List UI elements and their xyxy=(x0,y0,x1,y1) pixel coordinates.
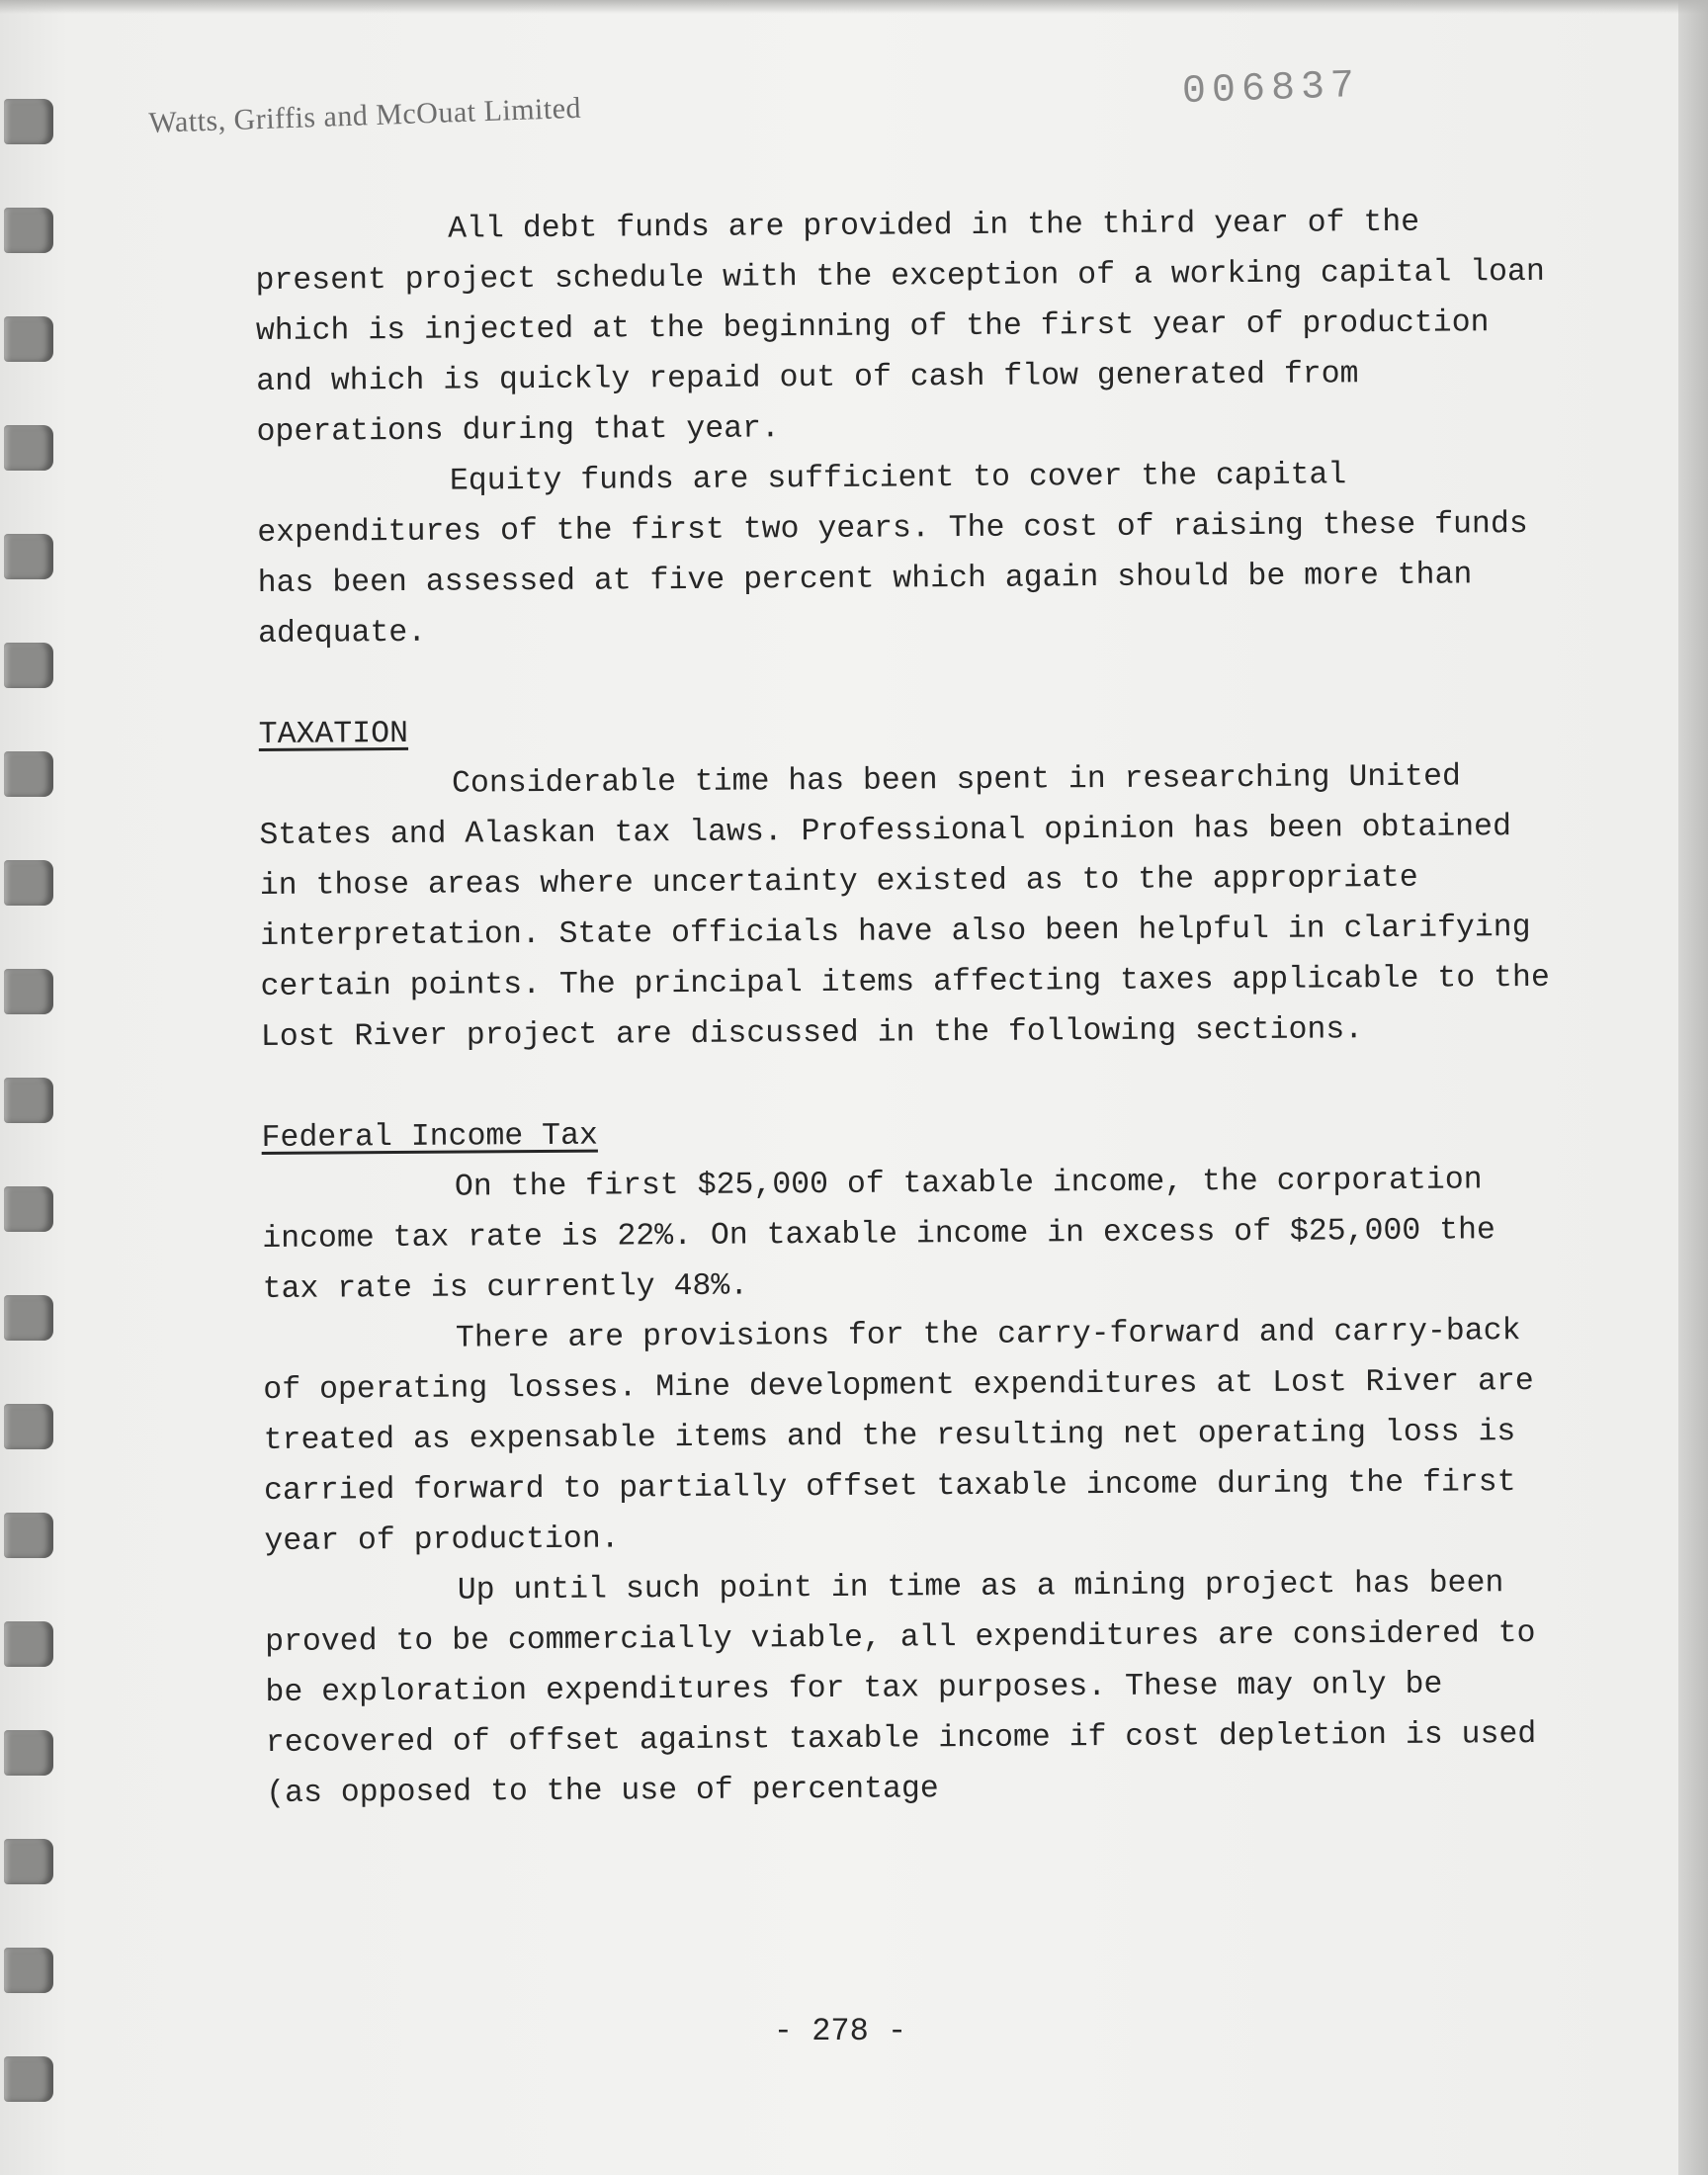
spiral-binding xyxy=(0,99,69,2135)
paragraph-debt-funds: All debt funds are provided in the third year of the present project schedule with the exception of a working capital loan which is injected at the beginning of the first year of production and which is quickly repaid out of cash flow generated from operations during that year. xyxy=(255,205,1545,450)
company-letterhead: Watts, Griffis and McOuat Limited xyxy=(148,91,582,139)
binding-hole xyxy=(4,1078,53,1123)
binding-hole xyxy=(4,860,53,906)
binding-hole xyxy=(4,1730,53,1776)
paragraph-exploration-expenditures: Up until such point in time as a mining project has been proved to be commercially viable, all expenditures are considered to be exploration expenditures for tax purposes. These may only be recovered of offset against taxable income if cost depletion is used (as opposed to the use of percentage xyxy=(265,1566,1537,1811)
body-text xyxy=(255,197,1561,1819)
page-edge-shadow xyxy=(1678,0,1708,2175)
binding-hole xyxy=(4,751,53,797)
binding-hole xyxy=(4,1513,53,1558)
paragraph-operating-losses: There are provisions for the carry-forward and carry-back of operating losses. Mine development expenditures at Lost River are treated as expensable items and the resulting net operating loss is carried forward to partially offset taxable income during the first year of production. xyxy=(263,1314,1534,1559)
binding-hole xyxy=(4,534,53,579)
binding-hole xyxy=(4,1839,53,1884)
binding-hole xyxy=(4,1621,53,1667)
binding-hole xyxy=(4,1948,53,1993)
document-number: 006837 xyxy=(1181,63,1361,116)
binding-hole xyxy=(4,316,53,362)
heading-federal-income-tax: Federal Income Tax xyxy=(261,1118,598,1156)
binding-hole xyxy=(4,99,53,144)
paragraph-tax-rates: On the first $25,000 of taxable income, the corporation income tax rate is 22%. On taxable income in excess of $25,000 the tax rate is currently 48%. xyxy=(262,1163,1495,1307)
binding-hole xyxy=(4,2056,53,2102)
binding-hole xyxy=(4,1404,53,1449)
heading-taxation: TAXATION xyxy=(258,716,409,752)
binding-hole xyxy=(4,969,53,1014)
binding-hole xyxy=(4,1295,53,1341)
binding-hole xyxy=(4,208,53,253)
binding-hole xyxy=(4,643,53,688)
paragraph-tax-research: Considerable time has been spent in researching United States and Alaskan tax laws. Professional opinion has been obtained in those areas where uncertainty existed as to the appropriate interpretation. State officials have also been helpful in clarifying certain points. The principal items affecting taxes applicable to the Lost River project are discussed in the following sections. xyxy=(259,759,1550,1055)
binding-hole xyxy=(4,1186,53,1232)
page-number: - 278 - xyxy=(773,2013,907,2049)
top-edge-shadow xyxy=(0,0,1708,14)
binding-hole xyxy=(4,425,53,471)
paragraph-equity-funds: Equity funds are sufficient to cover the capital expenditures of the first two years. The cost of raising these funds has been assessed at five percent which again should be more than adequate. xyxy=(257,458,1528,652)
